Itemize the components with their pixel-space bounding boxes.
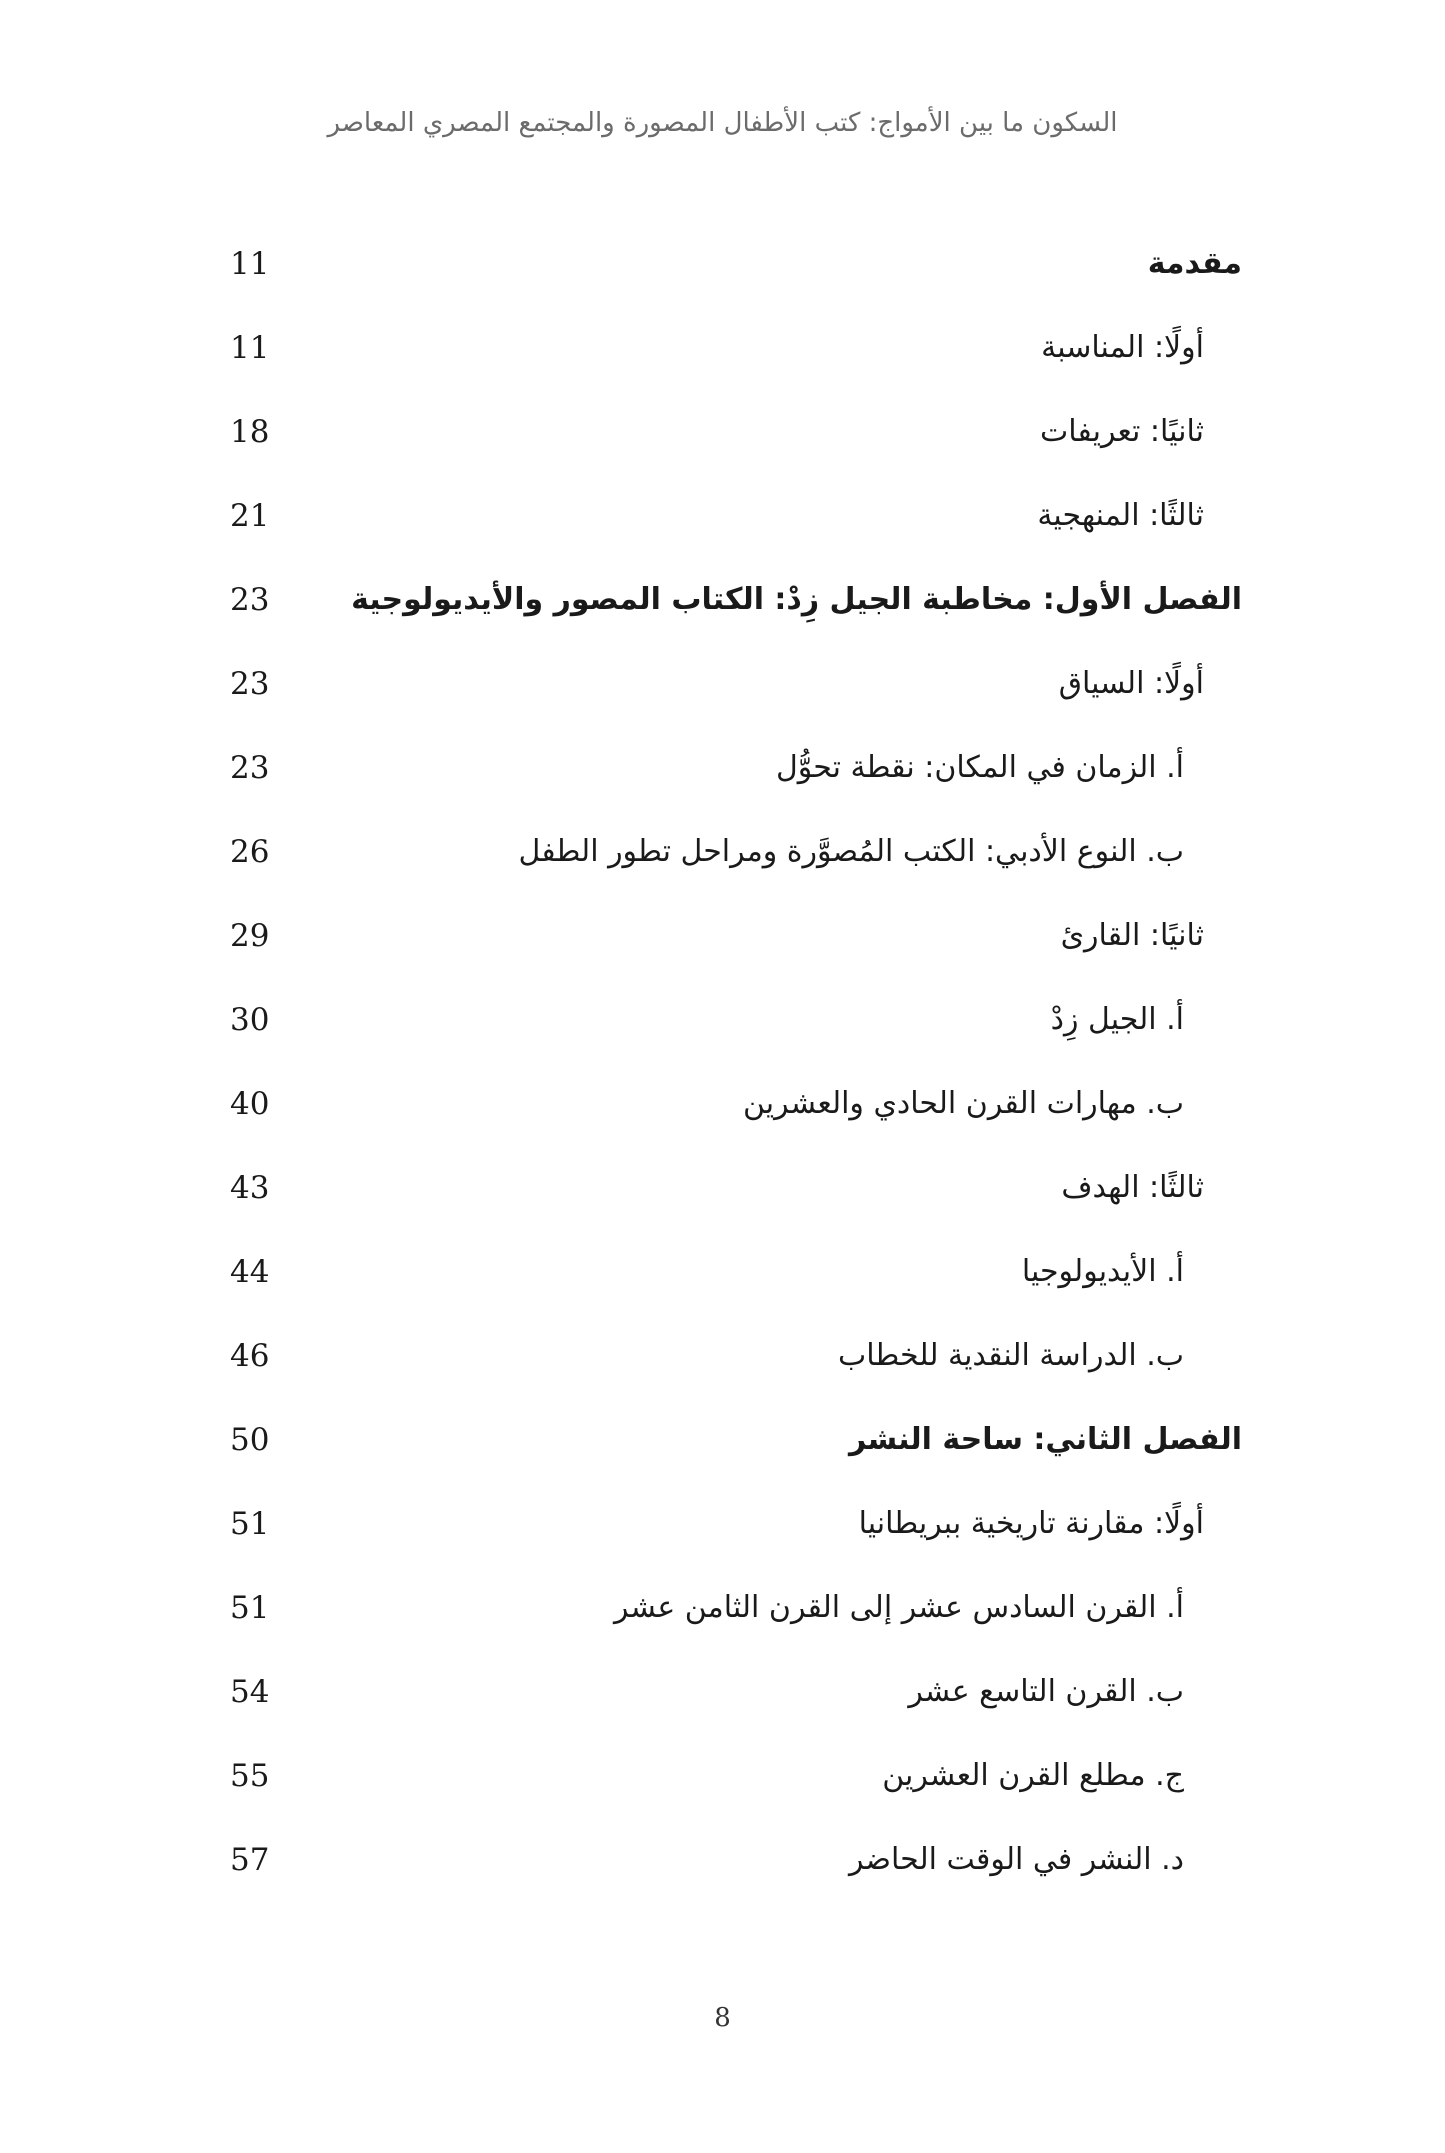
toc-entry-page: 57 — [230, 1842, 270, 1878]
toc-entry-title: أ. الزمان في المكان: نقطة تحوُّل — [775, 750, 1184, 785]
toc-entry-page: 21 — [230, 498, 270, 534]
toc-entry-title: الفصل الأول: مخاطبة الجيل زِدْ: الكتاب المصور والأيديولوجية — [351, 582, 1242, 617]
toc-row — [230, 732, 1242, 816]
toc-entry-page: 30 — [230, 1002, 270, 1038]
toc-row — [230, 396, 1242, 480]
toc-entry-page: 11 — [230, 246, 270, 282]
toc-entry-page: 50 — [230, 1422, 270, 1458]
toc-entry-title: ب. مهارات القرن الحادي والعشرين — [742, 1086, 1184, 1121]
toc-row — [230, 564, 1242, 648]
toc-row — [230, 1488, 1242, 1572]
toc-entry-title: ب. الدراسة النقدية للخطاب — [838, 1338, 1184, 1373]
table-of-contents — [230, 228, 1242, 1908]
toc-entry-page: 51 — [230, 1590, 270, 1626]
toc-entry-page: 51 — [230, 1506, 270, 1542]
toc-row — [230, 648, 1242, 732]
toc-row — [230, 900, 1242, 984]
toc-entry-title: أولًا: المناسبة — [1041, 330, 1204, 365]
toc-entry-page: 23 — [230, 582, 270, 618]
toc-entry-title: أ. القرن السادس عشر إلى القرن الثامن عشر — [614, 1590, 1184, 1625]
toc-entry-page: 55 — [230, 1758, 270, 1794]
toc-row — [230, 480, 1242, 564]
toc-entry-title: أولًا: مقارنة تاريخية ببريطانيا — [858, 1506, 1204, 1541]
toc-entry-title: مقدمة — [1147, 246, 1242, 281]
toc-entry-page: 43 — [230, 1170, 270, 1206]
toc-row — [230, 1404, 1242, 1488]
toc-entry-title: الفصل الثاني: ساحة النشر — [848, 1422, 1242, 1457]
toc-row — [230, 1824, 1242, 1908]
toc-entry-title: ثانيًا: تعريفات — [1040, 414, 1204, 449]
toc-row — [230, 312, 1242, 396]
toc-row — [230, 1740, 1242, 1824]
toc-entry-page: 26 — [230, 834, 270, 870]
toc-row — [230, 1320, 1242, 1404]
toc-entry-page: 18 — [230, 414, 270, 450]
toc-row — [230, 1656, 1242, 1740]
toc-row — [230, 1236, 1242, 1320]
toc-entry-title: ثالثًا: الهدف — [1061, 1170, 1204, 1205]
toc-entry-title: د. النشر في الوقت الحاضر — [848, 1842, 1184, 1877]
toc-entry-title: أولًا: السياق — [1058, 666, 1204, 701]
toc-entry-title: ب. النوع الأدبي: الكتب المُصوَّرة ومراحل تطور الطفل — [518, 834, 1184, 869]
toc-entry-page: 23 — [230, 750, 270, 786]
toc-entry-title: ثانيًا: القارئ — [1060, 918, 1204, 953]
toc-row — [230, 1068, 1242, 1152]
toc-entry-title: أ. الأيديولوجيا — [1021, 1254, 1184, 1289]
toc-row — [230, 228, 1242, 312]
toc-row — [230, 984, 1242, 1068]
toc-entry-title: ثالثًا: المنهجية — [1037, 498, 1204, 533]
toc-entry-page: 23 — [230, 666, 270, 702]
toc-entry-title: ب. القرن التاسع عشر — [908, 1674, 1184, 1709]
toc-entry-page: 44 — [230, 1254, 270, 1290]
toc-row — [230, 1152, 1242, 1236]
toc-entry-title: أ. الجيل زِدْ — [1050, 1002, 1184, 1037]
toc-entry-page: 11 — [230, 330, 270, 366]
toc-entry-page: 29 — [230, 918, 270, 954]
toc-entry-page: 54 — [230, 1674, 270, 1710]
toc-entry-page: 46 — [230, 1338, 270, 1374]
page-number: 8 — [714, 2003, 731, 2033]
toc-entry-title: ج. مطلع القرن العشرين — [882, 1758, 1184, 1793]
toc-row — [230, 816, 1242, 900]
toc-entry-page: 40 — [230, 1086, 270, 1122]
toc-row — [230, 1572, 1242, 1656]
running-header: السكون ما بين الأمواج: كتب الأطفال المصورة والمجتمع المصري المعاصر — [327, 108, 1118, 138]
